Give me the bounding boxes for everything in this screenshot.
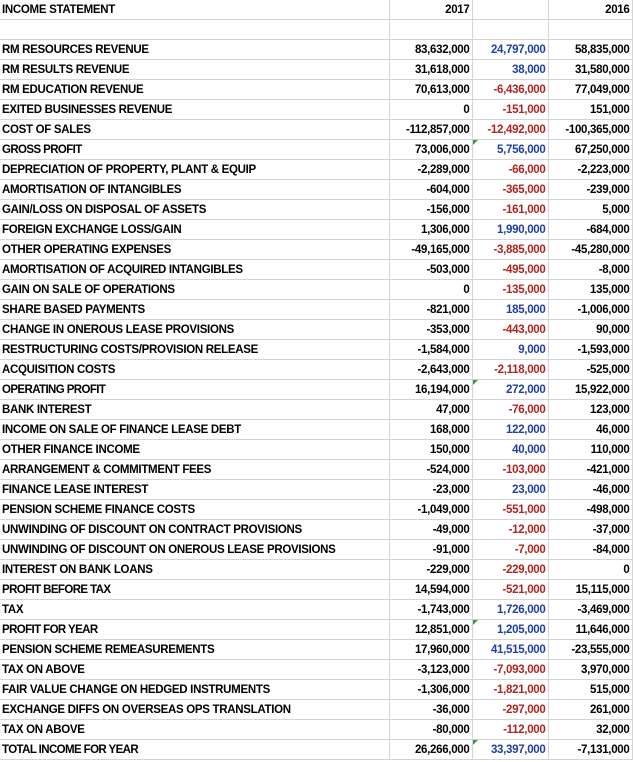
- value-2017-cell[interactable]: -1,306,000: [389, 680, 472, 700]
- value-2016-cell[interactable]: -37,000: [548, 520, 632, 540]
- value-2017-cell[interactable]: -604,000: [389, 180, 472, 200]
- difference-cell[interactable]: -103,000: [472, 460, 548, 480]
- difference-cell[interactable]: 1,726,000: [472, 600, 548, 620]
- table-row: [0, 600, 632, 620]
- line-item-label-cell[interactable]: GAIN ON SALE OF OPERATIONS: [0, 280, 389, 300]
- table-row: [0, 420, 632, 440]
- value-2017-cell[interactable]: 70,613,000: [389, 80, 472, 100]
- value-2016-cell[interactable]: 110,000: [548, 440, 632, 460]
- value-2016-cell[interactable]: 0: [548, 560, 632, 580]
- value-2017-cell[interactable]: 16,194,000: [389, 380, 472, 400]
- line-item-label-cell[interactable]: AMORTISATION OF ACQUIRED INTANGIBLES: [0, 260, 389, 280]
- difference-cell[interactable]: 122,000: [472, 420, 548, 440]
- table-row: [0, 140, 632, 160]
- line-item-label-cell[interactable]: INCOME ON SALE OF FINANCE LEASE DEBT: [0, 420, 389, 440]
- difference-cell[interactable]: -297,000: [472, 700, 548, 720]
- value-2016-cell[interactable]: 90,000: [548, 320, 632, 340]
- value-2017-cell[interactable]: -353,000: [389, 320, 472, 340]
- value-2016-cell[interactable]: 15,115,000: [548, 580, 632, 600]
- table-row: [0, 580, 632, 600]
- value-2016-cell[interactable]: 11,646,000: [548, 620, 632, 640]
- difference-cell[interactable]: -6,436,000: [472, 80, 548, 100]
- line-item-label-cell[interactable]: OPERATING PROFIT: [0, 380, 389, 400]
- table-row: [0, 700, 632, 720]
- line-item-label-cell[interactable]: EXITED BUSINESSES REVENUE: [0, 100, 389, 120]
- value-2017-cell[interactable]: -229,000: [389, 560, 472, 580]
- blank-row: [0, 20, 632, 40]
- line-item-label-cell[interactable]: ARRANGEMENT & COMMITMENT FEES: [0, 460, 389, 480]
- value-2017-cell[interactable]: -156,000: [389, 200, 472, 220]
- difference-cell[interactable]: -229,000: [472, 560, 548, 580]
- difference-cell[interactable]: -2,118,000: [472, 360, 548, 380]
- value-2017-cell[interactable]: -112,857,000: [389, 120, 472, 140]
- value-2016-cell[interactable]: 5,000: [548, 200, 632, 220]
- difference-cell[interactable]: 272,000: [472, 380, 548, 400]
- empty-cell[interactable]: [389, 20, 472, 40]
- table-row: [0, 540, 632, 560]
- difference-cell[interactable]: 1,990,000: [472, 220, 548, 240]
- value-2017-cell[interactable]: -821,000: [389, 300, 472, 320]
- value-2016-cell[interactable]: 46,000: [548, 420, 632, 440]
- value-2017-cell[interactable]: -1,743,000: [389, 600, 472, 620]
- table-row: [0, 100, 632, 120]
- table-row: [0, 620, 632, 640]
- difference-cell[interactable]: 23,000: [472, 480, 548, 500]
- value-2016-cell[interactable]: -421,000: [548, 460, 632, 480]
- value-2017-cell[interactable]: 0: [389, 100, 472, 120]
- line-item-label-cell[interactable]: GROSS PROFIT: [0, 140, 389, 160]
- value-2017-cell[interactable]: -80,000: [389, 720, 472, 740]
- line-item-label-cell[interactable]: TAX: [0, 600, 389, 620]
- line-item-label-cell[interactable]: PROFIT BEFORE TAX: [0, 580, 389, 600]
- line-item-label-cell[interactable]: TOTAL INCOME FOR YEAR: [0, 740, 389, 760]
- difference-cell[interactable]: 1,205,000: [472, 620, 548, 640]
- difference-cell[interactable]: -7,000: [472, 540, 548, 560]
- line-item-label-cell[interactable]: PENSION SCHEME REMEASUREMENTS: [0, 640, 389, 660]
- difference-cell[interactable]: -365,000: [472, 180, 548, 200]
- table-row: [0, 500, 632, 520]
- value-2016-cell[interactable]: -239,000: [548, 180, 632, 200]
- line-item-label-cell[interactable]: CHANGE IN ONEROUS LEASE PROVISIONS: [0, 320, 389, 340]
- value-2017-cell[interactable]: 83,632,000: [389, 40, 472, 60]
- value-2017-cell[interactable]: 0: [389, 280, 472, 300]
- line-item-label-cell[interactable]: PENSION SCHEME FINANCE COSTS: [0, 500, 389, 520]
- value-2016-cell[interactable]: 151,000: [548, 100, 632, 120]
- difference-cell[interactable]: -1,821,000: [472, 680, 548, 700]
- table-row: [0, 120, 632, 140]
- value-2016-cell[interactable]: 67,250,000: [548, 140, 632, 160]
- value-2017-cell[interactable]: -524,000: [389, 460, 472, 480]
- value-2016-cell[interactable]: -7,131,000: [548, 740, 632, 760]
- value-2016-cell[interactable]: -525,000: [548, 360, 632, 380]
- value-2017-cell[interactable]: -91,000: [389, 540, 472, 560]
- value-2017-cell[interactable]: -49,165,000: [389, 240, 472, 260]
- difference-cell[interactable]: -12,492,000: [472, 120, 548, 140]
- table-row: [0, 160, 632, 180]
- table-row: [0, 480, 632, 500]
- difference-cell[interactable]: 33,397,000: [472, 740, 548, 760]
- value-2016-cell[interactable]: 15,922,000: [548, 380, 632, 400]
- line-item-label-cell[interactable]: UNWINDING OF DISCOUNT ON CONTRACT PROVISIONS: [0, 520, 389, 540]
- line-item-label-cell[interactable]: SHARE BASED PAYMENTS: [0, 300, 389, 320]
- difference-cell[interactable]: -161,000: [472, 200, 548, 220]
- value-2017-cell[interactable]: -23,000: [389, 480, 472, 500]
- line-item-label-cell[interactable]: OTHER FINANCE INCOME: [0, 440, 389, 460]
- table-row: [0, 180, 632, 200]
- table-row: [0, 660, 632, 680]
- value-2016-cell[interactable]: 261,000: [548, 700, 632, 720]
- table-row: [0, 680, 632, 700]
- line-item-label-cell[interactable]: OTHER OPERATING EXPENSES: [0, 240, 389, 260]
- table-row: [0, 60, 632, 80]
- table-row: [0, 240, 632, 260]
- line-item-label-cell[interactable]: RM RESULTS REVENUE: [0, 60, 389, 80]
- value-2016-cell[interactable]: 31,580,000: [548, 60, 632, 80]
- table-row: [0, 440, 632, 460]
- difference-cell[interactable]: -151,000: [472, 100, 548, 120]
- value-2017-cell[interactable]: 14,594,000: [389, 580, 472, 600]
- value-2017-cell[interactable]: 26,266,000: [389, 740, 472, 760]
- value-2017-cell[interactable]: 1,306,000: [389, 220, 472, 240]
- value-2017-cell[interactable]: 47,000: [389, 400, 472, 420]
- table-row: [0, 720, 632, 740]
- statement-title-cell[interactable]: INCOME STATEMENT: [0, 0, 389, 20]
- value-2016-cell[interactable]: -498,000: [548, 500, 632, 520]
- difference-cell[interactable]: 185,000: [472, 300, 548, 320]
- difference-cell[interactable]: -443,000: [472, 320, 548, 340]
- difference-cell[interactable]: 40,000: [472, 440, 548, 460]
- value-2017-cell[interactable]: -2,643,000: [389, 360, 472, 380]
- line-item-label-cell[interactable]: BANK INTEREST: [0, 400, 389, 420]
- value-2016-cell[interactable]: 515,000: [548, 680, 632, 700]
- line-item-label-cell[interactable]: RM EDUCATION REVENUE: [0, 80, 389, 100]
- line-item-label-cell[interactable]: AMORTISATION OF INTANGIBLES: [0, 180, 389, 200]
- value-2017-cell[interactable]: 31,618,000: [389, 60, 472, 80]
- value-2017-cell[interactable]: 17,960,000: [389, 640, 472, 660]
- table-row: [0, 640, 632, 660]
- difference-cell[interactable]: -112,000: [472, 720, 548, 740]
- value-2016-cell[interactable]: -8,000: [548, 260, 632, 280]
- difference-cell[interactable]: -521,000: [472, 580, 548, 600]
- table-row: [0, 260, 632, 280]
- value-2016-cell[interactable]: 58,835,000: [548, 40, 632, 60]
- value-2017-cell[interactable]: 73,006,000: [389, 140, 472, 160]
- line-item-label-cell[interactable]: TAX ON ABOVE: [0, 660, 389, 680]
- header-row: [0, 0, 632, 20]
- table-row: [0, 360, 632, 380]
- table-row: [0, 300, 632, 320]
- line-item-label-cell[interactable]: GAIN/LOSS ON DISPOSAL OF ASSETS: [0, 200, 389, 220]
- value-2016-cell[interactable]: -84,000: [548, 540, 632, 560]
- table-row: [0, 380, 632, 400]
- difference-cell[interactable]: -12,000: [472, 520, 548, 540]
- difference-cell[interactable]: 38,000: [472, 60, 548, 80]
- line-item-label-cell[interactable]: UNWINDING OF DISCOUNT ON ONEROUS LEASE PROVISIONS: [0, 540, 389, 560]
- value-2016-cell[interactable]: -1,006,000: [548, 300, 632, 320]
- value-2016-cell[interactable]: 123,000: [548, 400, 632, 420]
- value-2017-cell[interactable]: 150,000: [389, 440, 472, 460]
- value-2017-cell[interactable]: -49,000: [389, 520, 472, 540]
- difference-cell[interactable]: 5,756,000: [472, 140, 548, 160]
- year-2017-header-cell[interactable]: 2017: [389, 0, 472, 20]
- difference-cell[interactable]: -135,000: [472, 280, 548, 300]
- line-item-label-cell[interactable]: TAX ON ABOVE: [0, 720, 389, 740]
- value-2017-cell[interactable]: -2,289,000: [389, 160, 472, 180]
- value-2016-cell[interactable]: 77,049,000: [548, 80, 632, 100]
- line-item-label-cell[interactable]: ACQUISITION COSTS: [0, 360, 389, 380]
- difference-cell[interactable]: -76,000: [472, 400, 548, 420]
- value-2016-cell[interactable]: -2,223,000: [548, 160, 632, 180]
- line-item-label-cell[interactable]: RESTRUCTURING COSTS/PROVISION RELEASE: [0, 340, 389, 360]
- value-2016-cell[interactable]: -100,365,000: [548, 120, 632, 140]
- table-row: [0, 520, 632, 540]
- value-2016-cell[interactable]: -1,593,000: [548, 340, 632, 360]
- table-row: [0, 280, 632, 300]
- table-row: [0, 400, 632, 420]
- value-2016-cell[interactable]: 3,970,000: [548, 660, 632, 680]
- value-2016-cell[interactable]: 32,000: [548, 720, 632, 740]
- table-row: [0, 200, 632, 220]
- value-2017-cell[interactable]: -1,584,000: [389, 340, 472, 360]
- value-2017-cell[interactable]: 12,851,000: [389, 620, 472, 640]
- difference-cell[interactable]: -495,000: [472, 260, 548, 280]
- value-2017-cell[interactable]: -3,123,000: [389, 660, 472, 680]
- line-item-label-cell[interactable]: FAIR VALUE CHANGE ON HEDGED INSTRUMENTS: [0, 680, 389, 700]
- difference-cell[interactable]: -7,093,000: [472, 660, 548, 680]
- year-2016-header-cell[interactable]: 2016: [548, 0, 632, 20]
- table-row: [0, 40, 632, 60]
- line-item-label-cell[interactable]: PROFIT FOR YEAR: [0, 620, 389, 640]
- table-row: [0, 320, 632, 340]
- table-row: [0, 80, 632, 100]
- table-row: [0, 340, 632, 360]
- line-item-label-cell[interactable]: DEPRECIATION OF PROPERTY, PLANT & EQUIP: [0, 160, 389, 180]
- value-2016-cell[interactable]: -684,000: [548, 220, 632, 240]
- line-item-label-cell[interactable]: RM RESOURCES REVENUE: [0, 40, 389, 60]
- line-item-label-cell[interactable]: FOREIGN EXCHANGE LOSS/GAIN: [0, 220, 389, 240]
- difference-cell[interactable]: -3,885,000: [472, 240, 548, 260]
- value-2017-cell[interactable]: -503,000: [389, 260, 472, 280]
- line-item-label-cell[interactable]: COST OF SALES: [0, 120, 389, 140]
- line-item-label-cell[interactable]: EXCHANGE DIFFS ON OVERSEAS OPS TRANSLATION: [0, 700, 389, 720]
- difference-cell[interactable]: 9,000: [472, 340, 548, 360]
- value-2017-cell[interactable]: 168,000: [389, 420, 472, 440]
- value-2016-cell[interactable]: -3,469,000: [548, 600, 632, 620]
- difference-cell[interactable]: 24,797,000: [472, 40, 548, 60]
- empty-cell[interactable]: [0, 20, 389, 40]
- value-2016-cell[interactable]: -46,000: [548, 480, 632, 500]
- table-row: [0, 560, 632, 580]
- value-2016-cell[interactable]: -45,280,000: [548, 240, 632, 260]
- line-item-label-cell[interactable]: FINANCE LEASE INTEREST: [0, 480, 389, 500]
- value-2017-cell[interactable]: -1,049,000: [389, 500, 472, 520]
- difference-cell[interactable]: -66,000: [472, 160, 548, 180]
- value-2017-cell[interactable]: -36,000: [389, 700, 472, 720]
- table-row: [0, 740, 632, 760]
- difference-cell[interactable]: -551,000: [472, 500, 548, 520]
- table-row: [0, 220, 632, 240]
- empty-cell[interactable]: [472, 20, 548, 40]
- value-2016-cell[interactable]: 135,000: [548, 280, 632, 300]
- table-row: [0, 460, 632, 480]
- value-2016-cell[interactable]: -23,555,000: [548, 640, 632, 660]
- empty-cell[interactable]: [548, 20, 632, 40]
- difference-header-cell[interactable]: [472, 0, 548, 20]
- line-item-label-cell[interactable]: INTEREST ON BANK LOANS: [0, 560, 389, 580]
- difference-cell[interactable]: 41,515,000: [472, 640, 548, 660]
